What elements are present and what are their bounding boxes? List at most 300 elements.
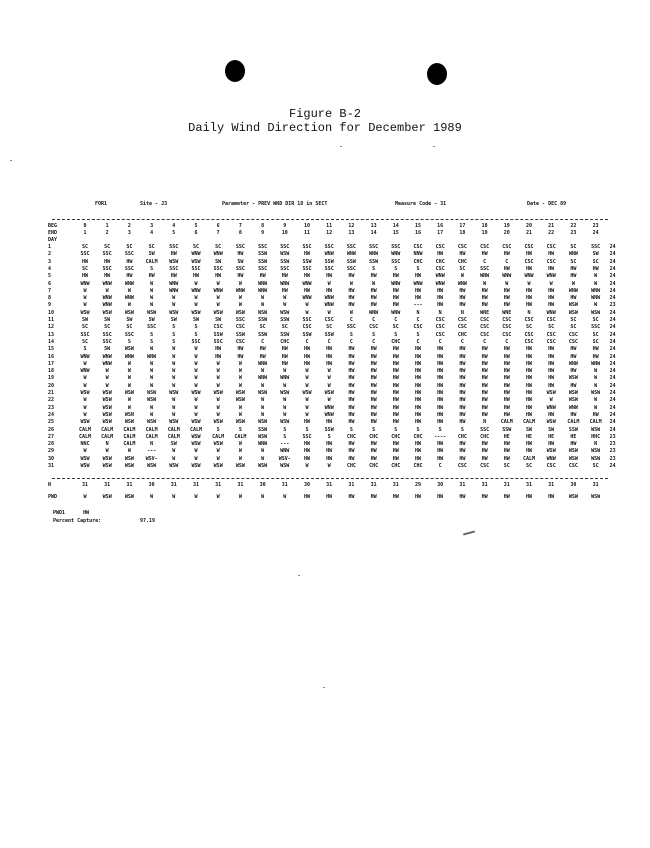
table-cell: WNE	[502, 309, 512, 316]
table-cell: HW	[481, 411, 488, 418]
totals-row	[0, 482, 650, 489]
table-cell: HW	[503, 375, 510, 382]
day-number: 29	[48, 448, 55, 455]
table-cell: W	[261, 448, 265, 455]
table-cell: WSW	[280, 463, 290, 469]
table-cell: SSC	[80, 251, 90, 258]
table-cell: WSW	[280, 390, 290, 396]
table-cell: 31	[237, 482, 244, 488]
row-count: 24	[609, 265, 616, 272]
table-cell: WSW	[102, 463, 112, 469]
table-cell: S	[349, 331, 353, 338]
table-cell: HW	[215, 273, 222, 280]
table-cell: HW	[570, 273, 577, 280]
table-cell: HW	[414, 448, 422, 455]
table-cell: CALM	[101, 426, 114, 433]
table-row	[0, 266, 650, 273]
table-cell: CALM	[212, 433, 225, 440]
table-cell: S	[127, 338, 131, 345]
table-cell: WNW	[324, 251, 334, 258]
table-row	[0, 295, 650, 302]
table-cell: W	[150, 287, 154, 294]
table-cell: WSW	[546, 419, 556, 426]
table-cell: W	[194, 346, 198, 353]
table-cell: W	[150, 346, 154, 353]
table-cell: HW	[481, 390, 488, 396]
table-cell: S	[438, 426, 442, 433]
day-number: 6	[48, 280, 52, 287]
table-cell: WSW	[80, 419, 90, 426]
table-cell: SC	[259, 324, 266, 331]
table-cell: SSC	[302, 433, 312, 440]
table-cell: S	[172, 331, 176, 338]
form-label: FOR1	[95, 201, 108, 207]
table-cell: WSW	[258, 419, 268, 426]
table-cell: HW	[503, 346, 510, 353]
table-cell: W	[594, 375, 598, 382]
table-cell: W	[83, 360, 87, 367]
table-cell: ---	[147, 448, 157, 455]
table-cell: W	[194, 360, 198, 367]
table-cell: W	[172, 346, 176, 353]
table-cell: SC	[81, 324, 89, 331]
table-cell: C	[261, 338, 265, 345]
table-cell: C	[372, 338, 376, 345]
table-cell: 31	[126, 482, 133, 488]
table-cell: SC	[81, 265, 89, 272]
table-cell: HW	[281, 287, 288, 294]
table-cell: HW	[370, 295, 377, 302]
table-cell: W	[216, 360, 220, 367]
table-cell: CSC	[235, 338, 245, 345]
table-cell: WSW	[147, 419, 157, 426]
table-cell: SSW	[235, 331, 245, 338]
table-cell: W	[194, 280, 198, 287]
table-cell: 11	[303, 230, 311, 236]
table-cell: 30	[148, 482, 155, 488]
table-cell: HW	[81, 273, 89, 280]
table-row	[0, 463, 650, 470]
table-cell: WSW	[102, 419, 112, 426]
table-cell: S	[394, 331, 398, 338]
row-count: 24	[609, 463, 616, 469]
table-cell: SSC	[302, 317, 312, 323]
table-cell: W	[594, 273, 598, 280]
day-number: 23	[48, 404, 55, 411]
day-number: 19	[48, 375, 55, 382]
table-cell: S	[194, 331, 198, 338]
table-cell: 18	[481, 223, 488, 229]
table-cell: WSW	[591, 390, 601, 396]
table-cell: SSC	[102, 338, 112, 345]
binder-hole-right	[427, 63, 447, 85]
table-cell: W	[305, 302, 309, 309]
table-cell: WSW	[213, 390, 223, 396]
row-count: 24	[609, 309, 616, 316]
table-cell: N	[438, 309, 442, 316]
table-cell: HW	[503, 368, 510, 375]
table-cell: S	[394, 265, 398, 272]
table-cell: S	[372, 265, 376, 272]
table-cell: S	[327, 433, 331, 440]
table-cell: 9	[283, 223, 287, 229]
table-cell: HW	[259, 273, 266, 280]
table-cell: C	[327, 338, 331, 345]
table-cell: WNW	[435, 280, 445, 287]
table-cell: SW	[81, 317, 89, 323]
row-label: PWD	[48, 494, 58, 500]
table-cell: S	[216, 426, 220, 433]
table-cell: HW	[459, 251, 466, 258]
table-cell: NNW	[413, 251, 423, 258]
table-cell: WNW	[213, 251, 223, 258]
table-cell: W	[216, 455, 220, 462]
table-cell: HW	[392, 287, 399, 294]
day-number: 7	[48, 287, 52, 294]
table-cell: HE	[503, 433, 510, 440]
table-cell: SC	[148, 244, 155, 250]
table-cell: N	[527, 309, 531, 316]
day-number: 4	[48, 265, 52, 272]
table-cell: HW	[281, 346, 288, 353]
table-cell: HW	[348, 419, 355, 426]
table-cell: WSW	[591, 426, 601, 433]
day-number: 18	[48, 368, 55, 375]
table-cell: W	[283, 382, 287, 389]
table-cell: CALM	[522, 419, 536, 426]
table-cell: HW	[481, 494, 488, 500]
table-cell: HW	[348, 353, 355, 360]
table-cell: 10	[303, 223, 311, 229]
table-cell: HW	[326, 419, 333, 426]
table-cell: W	[216, 404, 220, 411]
table-cell: WNW	[169, 287, 179, 294]
table-cell: HW	[348, 397, 355, 404]
table-cell: W	[261, 455, 265, 462]
table-cell: W	[127, 382, 131, 389]
table-cell: HW	[525, 494, 533, 500]
table-cell: HW	[570, 368, 577, 375]
table-cell: WSW	[213, 463, 223, 469]
table-cell: WSW	[102, 404, 112, 411]
table-cell: 1	[105, 223, 109, 229]
row-count: 23	[609, 455, 616, 462]
table-cell: HW	[303, 360, 311, 367]
table-cell: SC	[215, 244, 222, 250]
table-cell: HW	[414, 397, 422, 404]
table-cell: C	[305, 338, 309, 345]
table-cell: HW	[459, 419, 466, 426]
table-row	[0, 427, 650, 434]
row-count: 23	[609, 448, 616, 455]
table-cell: SC	[104, 324, 111, 331]
table-cell: 31	[370, 482, 377, 488]
table-cell: HW	[481, 441, 488, 448]
table-cell: N	[105, 441, 109, 448]
day-number: 20	[48, 382, 55, 389]
table-cell: W	[83, 295, 87, 302]
table-cell: WSW	[169, 309, 179, 316]
table-cell: W	[261, 494, 265, 500]
table-cell: SC	[81, 244, 89, 250]
table-cell: HW	[570, 295, 577, 302]
day-number: 17	[48, 360, 55, 367]
table-cell: CSC	[213, 324, 223, 331]
table-cell: W	[83, 448, 87, 455]
table-cell: WNW	[324, 302, 334, 309]
table-cell: WNW	[124, 353, 134, 360]
table-cell: HW	[592, 265, 599, 272]
table-cell: WSW	[568, 309, 578, 316]
table-row	[0, 405, 650, 412]
table-cell: WSW	[235, 309, 245, 316]
table-cell: WSW	[568, 455, 578, 462]
table-cell: SC	[592, 317, 599, 323]
table-cell: HW	[548, 382, 555, 389]
table-cell: HW	[525, 265, 533, 272]
table-cell: CSC	[480, 317, 490, 323]
table-cell: WNW	[568, 287, 578, 294]
table-cell: W	[150, 375, 154, 382]
percent-capture-label: Percent Capture:	[53, 518, 102, 524]
day-number: 10	[48, 309, 55, 316]
table-cell: 31	[592, 482, 599, 488]
table-cell: CSC	[546, 258, 556, 265]
table-cell: HW	[481, 397, 488, 404]
table-row	[0, 368, 650, 375]
table-cell: HW	[503, 404, 510, 411]
table-cell: HW	[303, 251, 311, 258]
table-cell: SC	[548, 324, 555, 331]
table-cell: SC	[503, 463, 510, 469]
table-cell: WSW	[546, 390, 556, 396]
table-cell: W	[238, 494, 242, 500]
table-cell: SSC	[391, 244, 401, 250]
table-cell: HW	[548, 375, 555, 382]
table-cell: SSC	[346, 265, 356, 272]
table-cell: 19	[481, 230, 488, 236]
table-cell: HW	[481, 346, 488, 353]
table-cell: 2	[127, 223, 131, 229]
table-cell: C	[483, 258, 487, 265]
table-cell: W	[216, 302, 220, 309]
table-cell: HW	[459, 360, 466, 367]
table-cell: SW	[104, 346, 111, 353]
table-cell: HW	[326, 455, 333, 462]
scan-speck	[433, 146, 435, 147]
table-cell: HW	[570, 353, 577, 360]
table-cell: HW	[481, 251, 488, 258]
day-number: 5	[48, 273, 52, 280]
table-cell: W	[216, 494, 220, 500]
table-cell: HW	[370, 382, 377, 389]
day-number: 13	[48, 331, 55, 338]
table-cell: WNW	[346, 251, 356, 258]
table-cell: HW	[525, 251, 533, 258]
table-cell: HW	[459, 353, 466, 360]
table-cell: HW	[481, 375, 488, 382]
table-cell: CALM	[145, 426, 158, 433]
row-count: 24	[609, 397, 616, 404]
table-cell: HW	[348, 368, 355, 375]
table-cell: WNW	[369, 251, 379, 258]
table-cell: HW	[414, 287, 422, 294]
table-cell: W	[283, 302, 287, 309]
table-cell: 5	[194, 223, 198, 229]
table-cell: W	[283, 295, 287, 302]
table-cell: WSW	[302, 390, 312, 396]
table-cell: 4	[172, 223, 176, 229]
table-cell: HW	[414, 419, 422, 426]
table-cell: 31	[81, 482, 89, 488]
table-cell: W	[483, 280, 487, 287]
table-cell: CSC	[546, 244, 556, 250]
table-cell: HW	[437, 397, 444, 404]
table-cell: 11	[326, 223, 333, 229]
table-cell: HW	[414, 382, 422, 389]
table-cell: HW	[503, 441, 510, 448]
table-cell: C	[505, 258, 509, 265]
table-cell: W	[172, 404, 176, 411]
table-cell: 31	[392, 482, 399, 488]
table-cell: W	[83, 494, 87, 500]
table-cell: WNW	[80, 368, 90, 375]
table-cell: W	[194, 295, 198, 302]
table-cell: CALM	[167, 426, 180, 433]
table-cell: SC	[525, 324, 533, 331]
table-cell: HW	[348, 302, 355, 309]
table-cell: HW	[503, 448, 510, 455]
table-cell: WSW	[191, 433, 201, 440]
table-cell: CHC	[280, 338, 290, 345]
table-cell: WNW	[235, 287, 245, 294]
row-count: 24	[609, 273, 616, 280]
row-count: 24	[609, 244, 616, 250]
table-cell: W	[327, 368, 331, 375]
table-row	[0, 339, 650, 346]
table-cell: W	[594, 368, 598, 375]
table-cell: HW	[437, 382, 444, 389]
table-cell: WSW	[102, 390, 112, 396]
table-cell: WNW	[568, 404, 578, 411]
table-cell: S	[394, 426, 398, 433]
table-cell: W	[305, 368, 309, 375]
table-cell: CALM	[123, 441, 136, 448]
table-cell: SSC	[346, 244, 356, 250]
table-cell: CSC	[502, 324, 512, 331]
table-cell: SSW	[324, 331, 334, 338]
table-cell: W	[172, 368, 176, 375]
table-cell: HE	[548, 433, 555, 440]
table-cell: W	[549, 280, 553, 287]
table-cell: HW	[503, 360, 510, 367]
table-cell: CHC	[391, 433, 401, 440]
table-cell: WSW	[102, 309, 112, 316]
day-number: 16	[48, 353, 55, 360]
table-cell: HW	[503, 287, 510, 294]
table-cell: 30	[570, 482, 577, 488]
table-row	[0, 281, 650, 288]
table-cell: 17	[459, 223, 466, 229]
table-cell: W	[127, 404, 131, 411]
table-cell: HW	[392, 494, 399, 500]
table-cell: HW	[414, 455, 422, 462]
table-cell: HW	[414, 346, 422, 353]
table-cell: HW	[392, 419, 399, 426]
table-cell: W	[305, 411, 309, 418]
table-cell: HW	[414, 368, 422, 375]
table-cell: WSW	[191, 390, 201, 396]
table-cell: HW	[370, 494, 377, 500]
table-cell: SW	[148, 251, 155, 258]
table-cell: CALM	[101, 433, 114, 440]
day-number: 24	[48, 411, 55, 418]
table-cell: CHC	[413, 258, 423, 265]
table-cell: WSW	[169, 419, 179, 426]
table-cell: W	[238, 360, 242, 367]
table-cell: CSC	[568, 463, 578, 469]
table-cell: WNW	[80, 280, 90, 287]
table-cell: SSC	[391, 258, 401, 265]
table-cell: W	[127, 302, 131, 309]
table-cell: 7	[216, 230, 220, 236]
table-cell: W	[216, 448, 220, 455]
table-cell: HW	[303, 273, 311, 280]
table-cell: W	[327, 382, 331, 389]
table-cell: WSV-	[278, 455, 291, 462]
table-cell: CSC	[235, 324, 245, 331]
table-cell: W	[194, 368, 198, 375]
table-cell: HW	[326, 287, 333, 294]
table-cell: WSW	[213, 309, 223, 316]
table-cell: W	[172, 302, 176, 309]
row-label: N	[48, 482, 52, 488]
table-cell: HW	[237, 353, 244, 360]
table-cell: W	[594, 302, 598, 309]
table-cell: HW	[525, 375, 533, 382]
table-cell: CSC	[435, 244, 445, 250]
table-cell: SSW	[369, 258, 379, 265]
row-count: 23	[609, 302, 616, 309]
table-cell: W	[83, 287, 87, 294]
table-cell: SSW	[302, 258, 312, 265]
table-cell: 31	[548, 482, 555, 488]
table-cell: 14	[370, 230, 377, 236]
table-cell: HW	[370, 404, 377, 411]
table-cell: HW	[437, 494, 444, 500]
table-row	[0, 251, 650, 258]
table-cell: WSW	[169, 463, 179, 469]
table-cell: HW	[370, 360, 377, 367]
table-cell: SC	[570, 244, 577, 250]
table-cell: WNW	[391, 309, 401, 316]
table-cell: SSC	[324, 244, 334, 250]
table-cell: HW	[370, 390, 377, 396]
table-cell: W	[150, 494, 154, 500]
table-cell: 31	[326, 482, 333, 488]
table-cell: SSC	[280, 265, 290, 272]
table-cell: HW	[370, 411, 377, 418]
table-cell: CSC	[457, 463, 467, 469]
table-cell: SSC	[280, 244, 290, 250]
table-cell: HW	[525, 382, 533, 389]
table-cell: WSW	[258, 309, 268, 316]
table-cell: SSC	[80, 331, 90, 338]
table-cell: W	[238, 411, 242, 418]
table-cell: W	[238, 382, 242, 389]
table-cell: SSW	[324, 426, 334, 433]
table-row	[0, 448, 650, 455]
